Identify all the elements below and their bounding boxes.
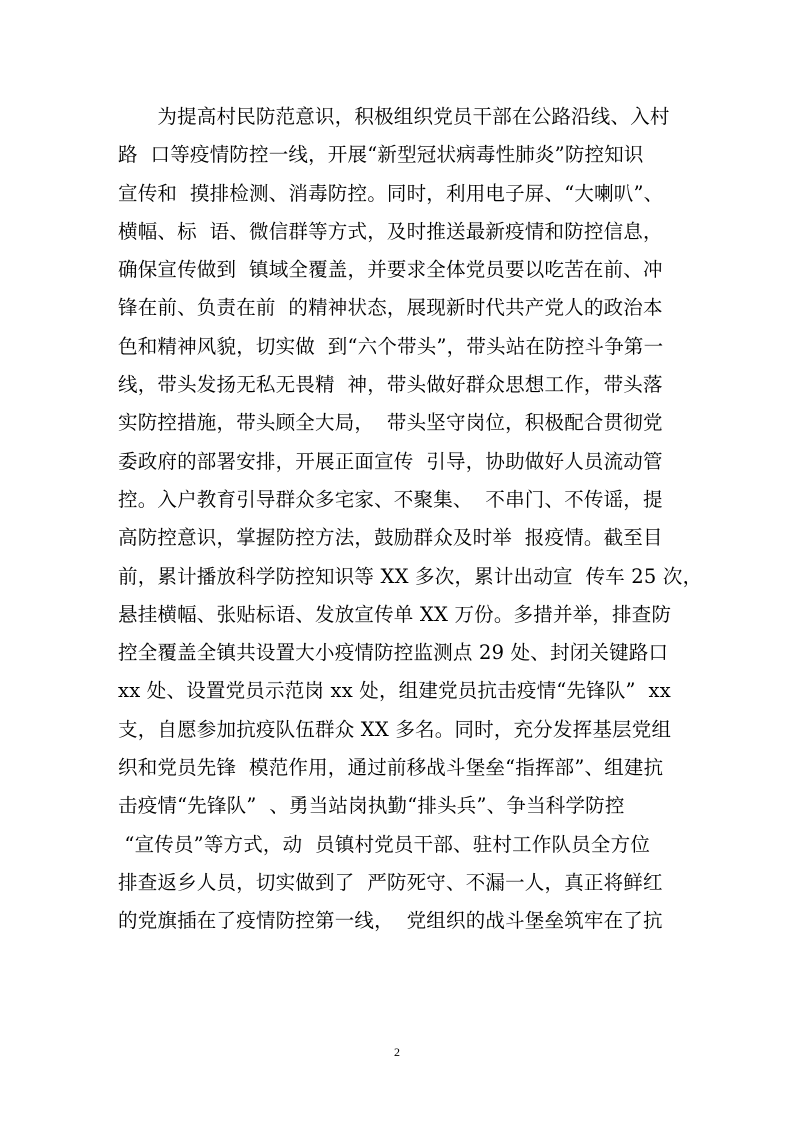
- text-line: 的党旗插在了疫情防控第一线， 党组织的战斗堡垒筑牢在了抗: [118, 909, 663, 933]
- page-number: 2: [394, 1045, 400, 1059]
- text-line: 高防控意识，掌握防控方法，鼓励群众及时举 报疫情。截至目: [118, 526, 663, 550]
- text-line: 前，累计播放科学防控知识等 XX 多次，累计出动宣 传车 25 次，: [118, 564, 703, 588]
- text-line: “宣传员”等方式，动 员镇村党员干部、驻村工作队员全方位: [118, 832, 651, 856]
- text-line: 为提高村民防范意识，积极组织党员干部在公路沿线、入村: [118, 105, 670, 128]
- text-line: 宣传和 摸排检测、消毒防控。同时，利用电子屏、“大喇叭”、: [118, 181, 664, 205]
- text-line: 击疫情“先锋队” 、勇当站岗执勤“排头兵”、争当科学防控: [118, 794, 625, 818]
- text-line: 色和精神风貌，切实做 到“六个带头”，带头站在防控斗争第一: [118, 334, 664, 358]
- text-line: 织和党员先锋 模范作用，通过前移战斗堡垒“指挥部”、组建抗: [118, 756, 664, 780]
- text-line: 控。入户教育引导群众多宅家、不聚集、 不串门、不传谣，提: [118, 487, 663, 511]
- text-line: 线，带头发扬无私无畏精 神，带头做好群众思想工作，带头落: [118, 373, 663, 397]
- text-line: 路 口等疫情防控一线，开展“新型冠状病毒性肺炎”防控知识: [118, 143, 644, 167]
- text-line: 控全覆盖全镇共设置大小疫情防控监测点 29 处、封闭关键路口: [118, 641, 669, 665]
- text-line: xx 处、设置党员示范岗 xx 处，组建党员抗击疫情“先锋队” xx: [118, 679, 671, 703]
- text-line: 实防控措施，带头顾全大局， 带头坚守岗位，积极配合贯彻党: [118, 411, 663, 435]
- body-paragraph: [118, 98, 703, 941]
- text-line: 排查返乡人员，切实做到了 严防死守、不漏一人，真正将鲜红: [118, 870, 663, 894]
- text-line: 锋在前、负责在前 的精神状态，展现新时代共产党人的政治本: [118, 296, 663, 320]
- text-line: 支，自愿参加抗疫队伍群众 XX 多名。同时，充分发挥基层党组: [118, 717, 672, 741]
- text-line: 横幅、标 语、微信群等方式，及时推送最新疫情和防控信息，: [118, 219, 663, 243]
- text-line: 委政府的部署安排，开展正面宣传 引导，协助做好人员流动管: [118, 449, 663, 473]
- text-line: 确保宣传做到 镇域全覆盖，并要求全体党员要以吃苦在前、冲: [118, 258, 663, 282]
- text-line: 悬挂横幅、张贴标语、发放宣传单 XX 万份。多措并举，排查防: [118, 602, 672, 626]
